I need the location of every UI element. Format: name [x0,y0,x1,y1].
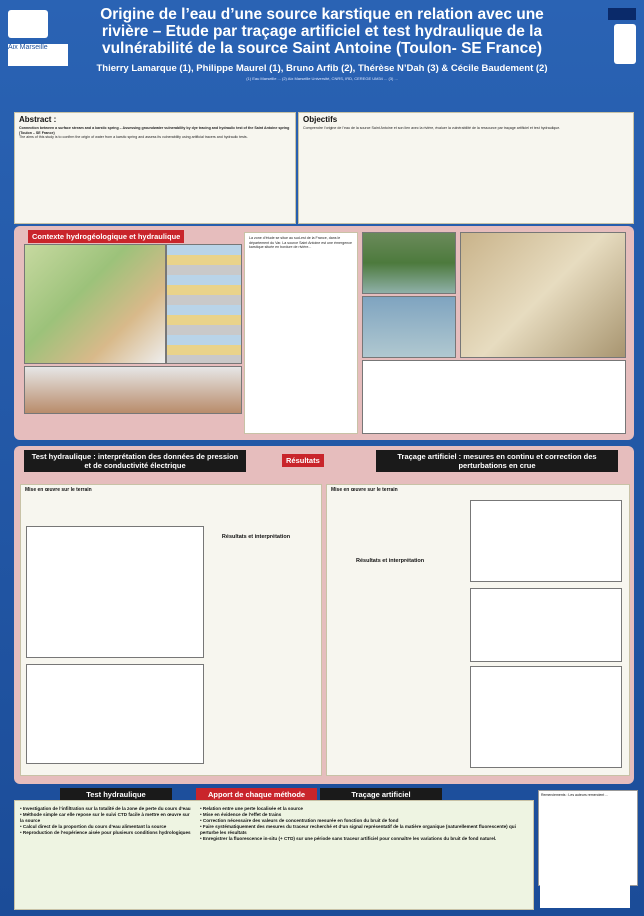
objectifs-title: Objectifs [303,115,338,124]
tr-subheader: Mise en œuvre sur le terrain [331,487,398,493]
tracage-list [200,806,526,842]
aix-marseille-logo [8,44,68,66]
remerciements-box [538,790,638,886]
list-item: • Investigation de l’infiltration sur la totalité de la zone de perte du cours d’eau [20,806,191,811]
sponsor-logos [540,884,630,908]
schematic-profile [362,360,626,434]
objectifs-box [298,112,634,224]
list-item: • Reproduction de l’expérience aisée pour plusieurs conditions hydrologiques [20,830,191,835]
list-item: • Correction nécessaire des valeurs de concentration mesurée en fonction du bruit de fond [200,818,399,823]
bottom-tracage-label: Traçage artificiel [320,788,442,801]
geologic-cross-section [24,366,242,414]
abstract-subtitle: Connection between a surface stream and a karstic spring – Assessing groundwater vulnerability by dye tracing and hydraulic test of the Saint Antoine spring (Toulon – SE France) [19,126,290,135]
hydraulic-test-chart [26,526,204,658]
resultats-label: Résultats [282,454,324,467]
authors: Thierry Lamarque (1), Philippe Maurel (1), Bruno Arfib (2), Thérèse N’Dah (3) & Cécile Baudement (2) [96,63,548,74]
test-hydraulique-list [20,806,192,836]
abstract-title: Abstract : [19,115,57,124]
affiliation: (1) Eau Marseille ... (2) Aix Marseille Université, CNRS, IRD, CEREGE UM34 ... (3) ... [246,76,398,81]
header [82,6,562,81]
contexte-label: Contexte hydrogéologique et hydraulique [28,230,184,243]
tr-results-label: Résultats et interprétation [356,558,425,564]
list-item: • Calcul direct de la proportion du cours d’eau alimentant la source [20,824,167,829]
list-item: • Méthode simple car elle repose sur le suivi CTD facile à mettre en œuvre sur la source [20,812,190,823]
objectifs-text: Comprendre l’origine de l’eau de la source Saint Antoine et son lien avec la rivière, évaluer la vulnérabilité de la ressource par traçage artificiel et test hydraulique. [303,126,561,130]
list-item: • Mise en évidence de l’effet de trains [200,812,282,817]
test-hydraulique-label: Test hydraulique : interprétation des données de pression et de conductivité électrique [24,450,246,472]
institution-logo [8,10,48,38]
spring-photo [362,296,456,358]
poster-title: Origine de l’eau d’une source karstique en relation avec une rivière – Etude par traçage artificiel et test hydraulique de la vulnérabilité de la source Saint Antoine (Toulon- SE France) [100,6,544,57]
results-table [26,664,204,764]
th-results-label: Résultats et interprétation [221,534,291,540]
list-item: • Relation entre une perte localisée et la source [200,806,303,811]
river-photo [362,232,456,294]
abstract-box [14,112,296,224]
tracage-label: Traçage artificiel : mesures en continu et correction des perturbations en crue [376,450,618,472]
logo-label: Aix Marseille [8,44,48,51]
partner-logo [608,8,636,20]
tracer-curve-chart [470,500,622,582]
eau-logo [614,24,636,64]
abstract-text: The aims of this study is to confirm the origin of water from a karstic spring and assess its vulnerability using artificial tracers and hydraulic tests. [19,135,248,140]
aerial-map [460,232,626,358]
bottom-test-hydraulique-label: Test hydraulique [60,788,172,801]
th-subheader: Mise en œuvre sur le terrain [25,487,92,493]
list-item: • Faire systématiquement des mesures du traceur recherché et d’un signal représentatif de la matière organique (naturellement fluorescente) qui perturbe les résultats [200,824,516,835]
remerciements-text: Remerciements : Les auteurs remercient ... [541,793,609,797]
fluorescence-chart [470,588,622,662]
geologic-map [24,244,166,364]
apport-label: Apport de chaque méthode [196,788,317,801]
stratigraphic-column [166,244,242,364]
contexte-text: La zone d’étude se situe au sud-est de la France, dans le département du Var. La source Saint Antoine est une émergence karstique située en bordure de rivière... [249,236,353,250]
corrected-tracer-chart [470,666,622,768]
contexte-text-box [244,232,358,434]
list-item: • Enregistrer la fluorescence in-situ (+ CTD) sur une période sans traceur artificiel pour connaître les variations du bruit de fond naturel. [200,836,497,841]
